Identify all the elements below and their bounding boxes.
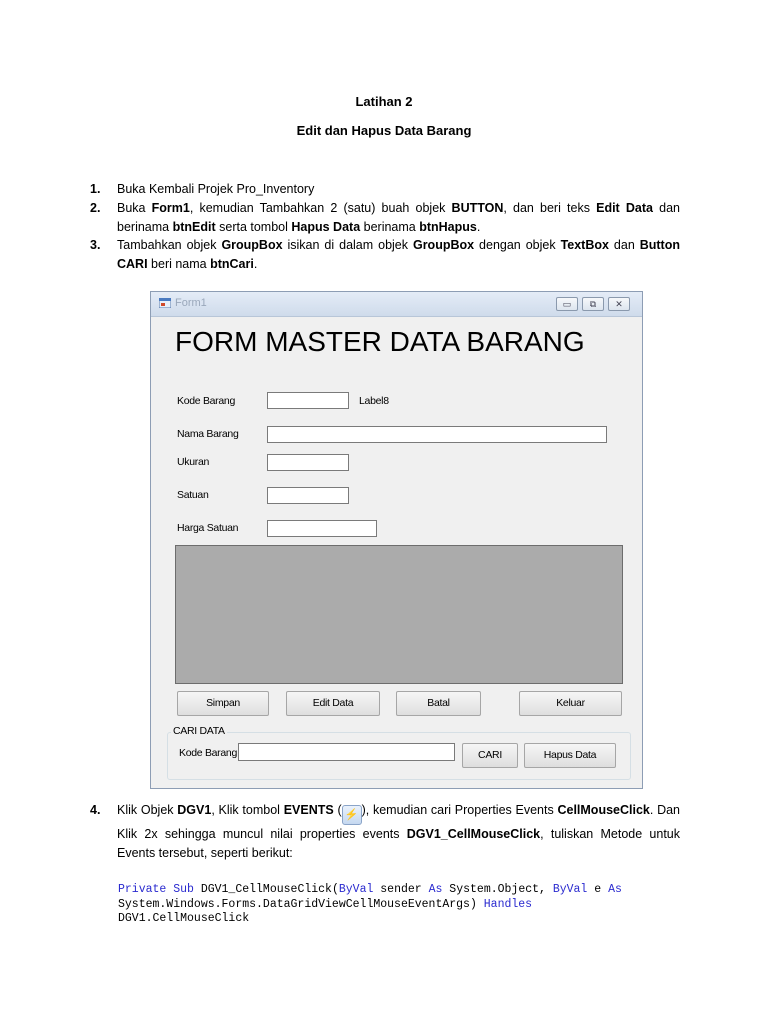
minimize-button[interactable] — [556, 297, 578, 311]
page-subtitle: Edit dan Hapus Data Barang — [296, 123, 472, 138]
batal-button[interactable]: Batal — [396, 691, 481, 716]
window-titlebar — [151, 292, 642, 317]
step-3 — [90, 236, 680, 274]
cari-kode-input[interactable] — [238, 743, 455, 761]
step-number: 2. — [90, 201, 101, 215]
step-text: Tambahkan objek GroupBox isikan di dalam objek GroupBox dengan objek TextBox dan Button CARI beri nama btnCari. — [117, 238, 680, 271]
events-lightning-icon: ⚡ — [342, 805, 362, 825]
nama-barang-label: Nama Barang — [177, 428, 239, 440]
satuan-label: Satuan — [177, 489, 209, 501]
harga-satuan-label: Harga Satuan — [177, 522, 239, 534]
data-grid-view[interactable] — [175, 545, 623, 684]
restore-button[interactable] — [582, 297, 604, 311]
step-text: Klik Objek DGV1, Klik tombol EVENTS ( ⚡ ), kemudian cari Properties Events CellMouseClick. Dan Klik 2x sehingga muncul nilai properties events DGV1_CellMouseClick, tuliskan Metode untuk Events tersebut, seperti berikut: — [117, 803, 681, 860]
groupbox-kode-label: Kode Barang — [179, 747, 237, 759]
kode-barang-input[interactable] — [267, 392, 349, 409]
kode-barang-label: Kode Barang — [177, 395, 235, 407]
restore-icon: ⧉ — [589, 299, 597, 309]
hapus-data-button[interactable]: Hapus Data — [524, 743, 616, 768]
step-text: Buka Form1, kemudian Tambahkan 2 (satu) buah objek BUTTON, dan beri teks Edit Data dan berinama btnEdit serta tombol Hapus Data berinama btnHapus. — [117, 201, 680, 234]
cari-button[interactable]: CARI — [462, 743, 518, 768]
label8: Label8 — [359, 395, 389, 407]
close-icon: ✕ — [615, 299, 623, 309]
nama-barang-input[interactable] — [267, 426, 607, 443]
ukuran-label: Ukuran — [177, 456, 210, 468]
code-block: Private Sub DGV1_CellMouseClick(ByVal sender As System.Object, ByVal e As System.Windows.Forms.DataGridViewCellMouseEventArgs) Handles DGV1.CellMouseClick — [118, 883, 622, 925]
harga-satuan-input[interactable] — [267, 520, 377, 537]
form1-window — [150, 291, 643, 789]
step-number: 4. — [90, 803, 101, 817]
window-title: Form1 — [175, 297, 207, 309]
groupbox-title: CARI DATA — [173, 725, 225, 737]
close-button[interactable] — [608, 297, 630, 311]
ukuran-input[interactable] — [267, 454, 349, 471]
step-text: Buka Kembali Projek Pro_Inventory — [117, 182, 315, 196]
edit-data-button[interactable]: Edit Data — [286, 691, 380, 716]
minimize-icon: ▭ — [562, 299, 572, 309]
simpan-button[interactable]: Simpan — [177, 691, 269, 716]
page-title: Latihan 2 — [355, 94, 413, 109]
form-heading: FORM MASTER DATA BARANG — [175, 326, 585, 357]
step-2 — [90, 199, 680, 237]
form-app-icon — [159, 298, 171, 308]
step-1 — [90, 180, 680, 199]
keluar-button[interactable]: Keluar — [519, 691, 622, 716]
step-number: 3. — [90, 238, 101, 252]
step-4 — [90, 801, 680, 863]
step-number: 1. — [90, 182, 101, 196]
satuan-input[interactable] — [267, 487, 349, 504]
